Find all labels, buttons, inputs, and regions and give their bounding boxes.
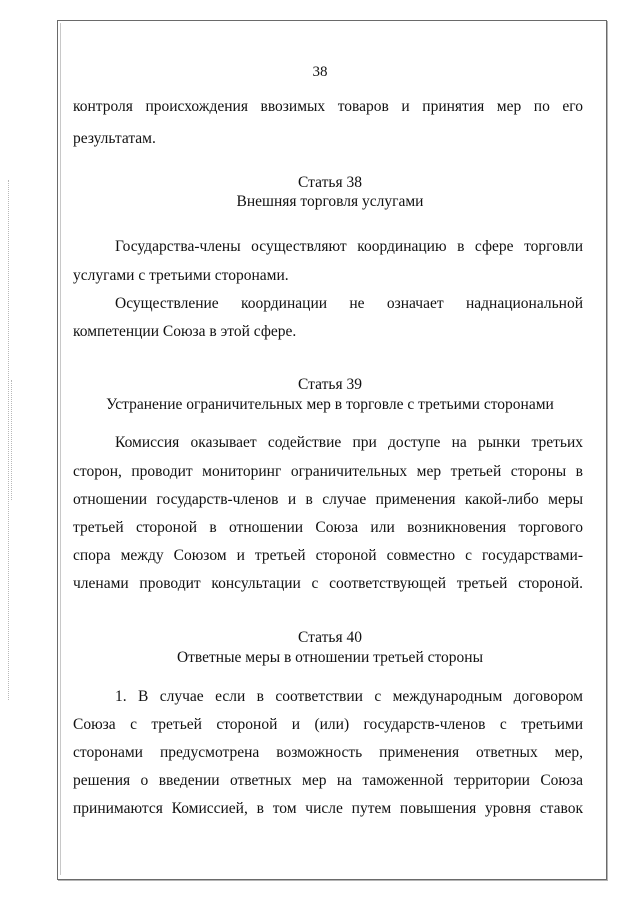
article-39-title: Устранение ограничительных мер в торговле с третьими сторонами bbox=[106, 396, 554, 413]
paragraph-line: отношении государств-членов и в случае применения какой-либо меры bbox=[73, 491, 583, 508]
scan-edge-mark bbox=[11, 380, 13, 500]
paragraph-line: Осуществление координации не означает наднациональной bbox=[115, 295, 583, 312]
paragraph-line: спора между Союзом и третьей стороной совместно с государствами- bbox=[73, 547, 583, 564]
paragraph-line: услугами с третьими сторонами. bbox=[73, 267, 289, 284]
paragraph-line: контроля происхождения ввозимых товаров и принятия мер по его bbox=[73, 98, 583, 115]
article-40-number: Статья 40 bbox=[298, 629, 362, 646]
paragraph-line: Комиссия оказывает содействие при доступе на рынки третьих bbox=[115, 434, 583, 451]
paragraph-line: принимаются Комиссией, в том числе путем повышения уровня ставок bbox=[73, 800, 583, 817]
paragraph-line: 1. В случае если в соответствии с международным договором bbox=[115, 688, 583, 705]
paragraph-line: Государства-члены осуществляют координацию в сфере торговли bbox=[115, 238, 583, 255]
paragraph-line: решения о введении ответных мер на таможенной территории Союза bbox=[73, 772, 583, 789]
page-number: 38 bbox=[312, 64, 328, 80]
paragraph-line: третьей стороной в отношении Союза или возникновения торгового bbox=[73, 519, 583, 536]
paragraph-line: сторонами предусмотрена возможность применения ответных мер, bbox=[73, 744, 583, 761]
scan-edge-mark bbox=[8, 180, 10, 700]
article-39-number: Статья 39 bbox=[298, 376, 362, 393]
paragraph-line: членами проводит консультации с соответствующей третьей стороной. bbox=[73, 575, 583, 592]
paragraph-line: Союза с третьей стороной и (или) государств-членов с третьими bbox=[73, 716, 583, 733]
article-38-number: Статья 38 bbox=[298, 174, 362, 191]
paragraph-line: компетенции Союза в этой сфере. bbox=[73, 323, 297, 340]
article-38-title: Внешняя торговля услугами bbox=[236, 193, 424, 210]
article-40-title: Ответные меры в отношении третьей стороны bbox=[176, 649, 484, 666]
paragraph-line: результатам. bbox=[73, 130, 156, 147]
paragraph-line: сторон, проводит мониторинг ограничительных мер третьей стороны в bbox=[73, 463, 583, 480]
